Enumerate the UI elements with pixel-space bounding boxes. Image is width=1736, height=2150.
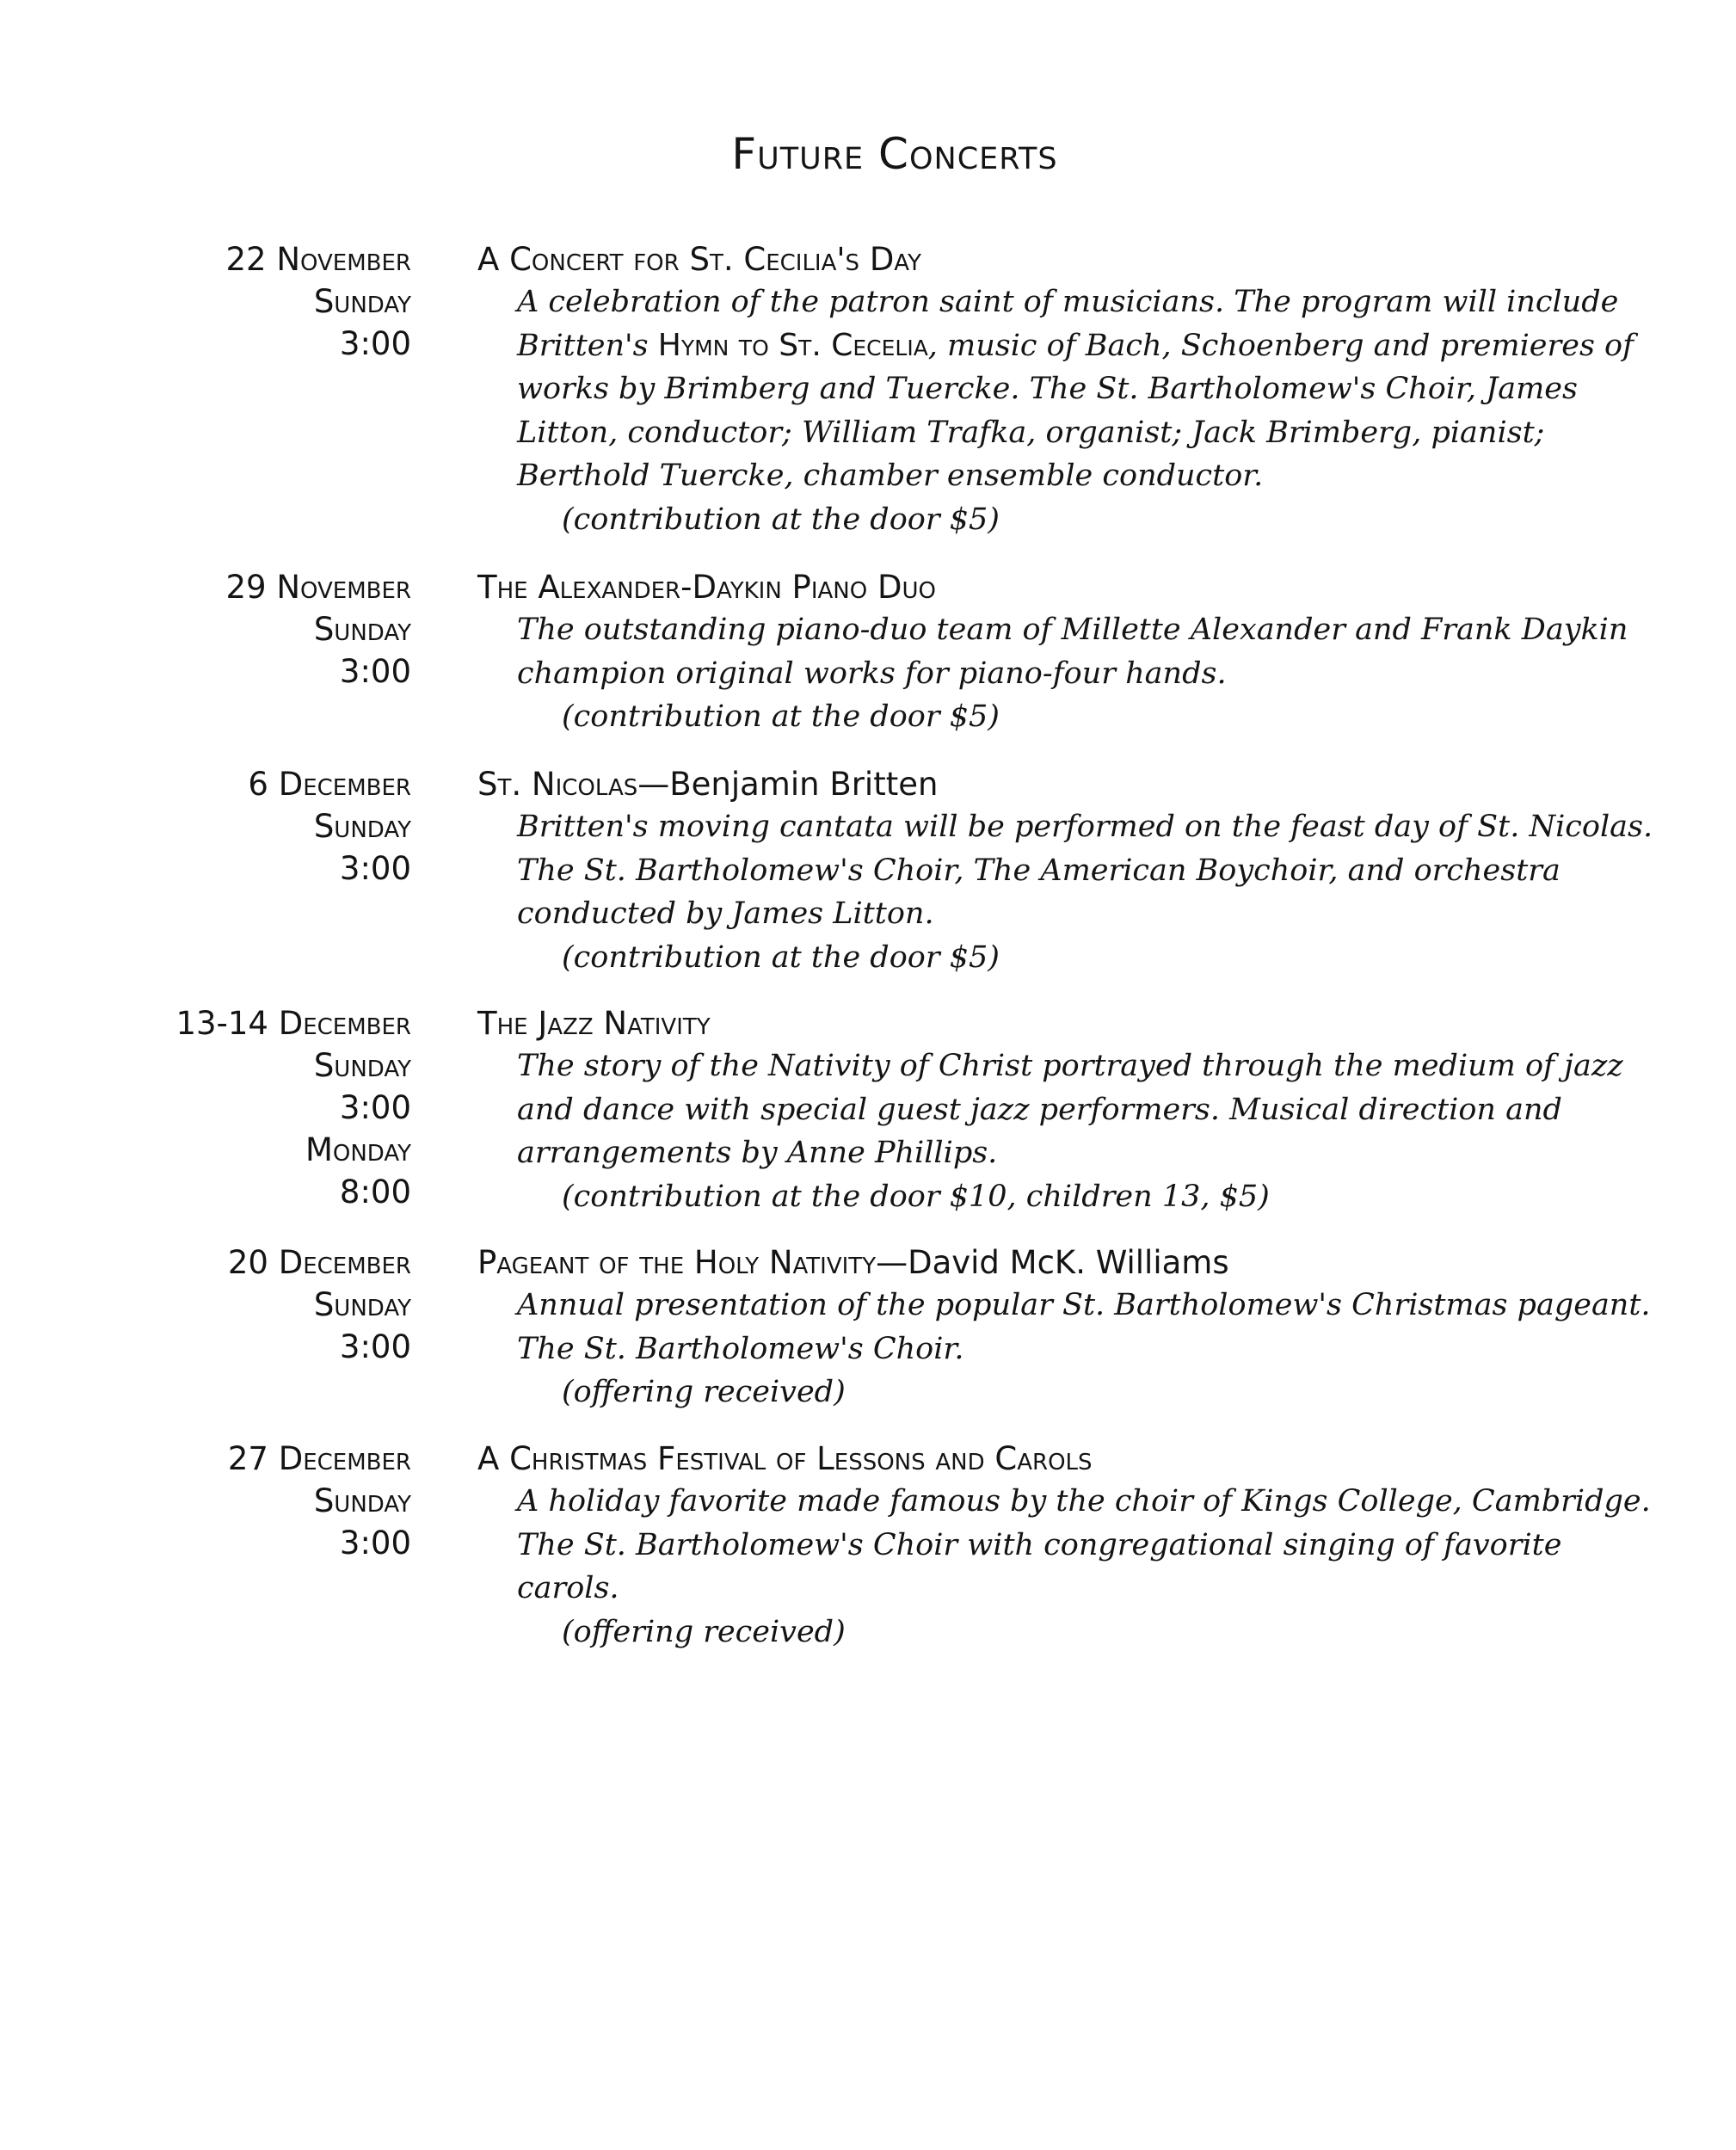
concert-info [477,238,1682,541]
concert-time: 3:00 [339,1328,411,1365]
concert-info [477,763,1682,979]
concert-description: The outstanding piano-duo team of Millette Alexander and Frank Daykin champion original works for piano-four hands. [517,613,1628,691]
admission-note: (offering received) [562,1614,846,1649]
concert-time: 3:00 [339,1089,411,1126]
concert-date: 13-14 December [175,1005,411,1042]
concert-day: Sunday [313,808,411,845]
admission-note: (contribution at the door $5) [562,699,1000,734]
concert-day: Sunday [313,1482,411,1519]
concert-date-block [84,566,411,693]
concert-title: The Jazz Nativity [477,1005,711,1042]
concert-description [517,280,1661,498]
concert-date-block [84,238,411,365]
featured-work-title: Hymn to St. Cecelia [657,327,928,363]
concert-date: 6 December [248,766,411,803]
concert-day: Sunday [313,283,411,320]
admission-note: (contribution at the door $5) [562,502,1000,537]
concert-date: 29 November [225,569,411,606]
concert-date-block [84,1002,411,1213]
concert-time: 3:00 [339,325,411,362]
concert-time: 8:00 [339,1174,411,1211]
concert-date: 27 December [227,1440,411,1477]
concert-day: Sunday [313,1047,411,1084]
concert-description: A holiday favorite made famous by the choir of Kings College, Cambridge. The St. Bartholomew's Choir with congregational singing of favorite carols. [517,1484,1651,1605]
concert-time: 3:00 [339,850,411,887]
page-title: Future Concerts [731,129,1058,179]
concert-info [477,1241,1682,1414]
concert-info [477,566,1682,739]
description-text: A celebration of the patron saint of musicians. The program will include Britten's [517,285,1619,363]
concert-description: The story of the Nativity of Christ portrayed through the medium of jazz and dance with special guest jazz performers. Musical direction and arrangements by Anne Phillips. [517,1049,1623,1170]
concert-day: Sunday [313,1286,411,1323]
concert-date-block [84,1241,411,1368]
concert-title: A Concert for St. Cecilia's Day [477,241,921,278]
concert-title: A Christmas Festival of Lessons and Carols [477,1440,1093,1477]
concert-description: Britten's moving cantata will be performed on the feast day of St. Nicolas. The St. Bartholomew's Choir, The American Boychoir, and orchestra conducted by James Litton. [517,810,1653,931]
concert-description: Annual presentation of the popular St. Bartholomew's Christmas pageant. The St. Bartholomew's Choir. [517,1288,1651,1366]
admission-note: (contribution at the door $10, children 13, $5) [562,1179,1270,1214]
concert-time: 3:00 [339,1525,411,1562]
admission-note: (offering received) [562,1375,846,1409]
concert-title-text: St. Nicolas [477,766,638,803]
composer-name: —Benjamin Britten [637,766,939,803]
concert-title [477,763,1682,805]
concert-time: 3:00 [339,653,411,690]
description-text: , music of Bach, Schoenberg and premieres of works by Brimberg and Tuercke. The St. Bartholomew's Choir, James Litton, conductor; William Trafka, organist; Jack Brimberg, pianist; Berthold Tuercke, chamber ensemble conductor. [517,328,1634,493]
concert-day: Sunday [313,611,411,648]
concert-date-block [84,763,411,890]
composer-name: —David McK. Williams [876,1244,1229,1281]
concert-date: 22 November [225,241,411,278]
admission-note: (contribution at the door $5) [562,939,1000,975]
concert-info [477,1438,1682,1654]
concert-title [477,1241,1682,1284]
concert-info [477,1002,1682,1218]
concert-date: 20 December [227,1244,411,1281]
concert-date-block [84,1438,411,1564]
concert-day: Monday [305,1131,411,1168]
concert-title-text: Pageant of the Holy Nativity [477,1244,877,1281]
concert-title: The Alexander-Daykin Piano Duo [477,569,936,606]
